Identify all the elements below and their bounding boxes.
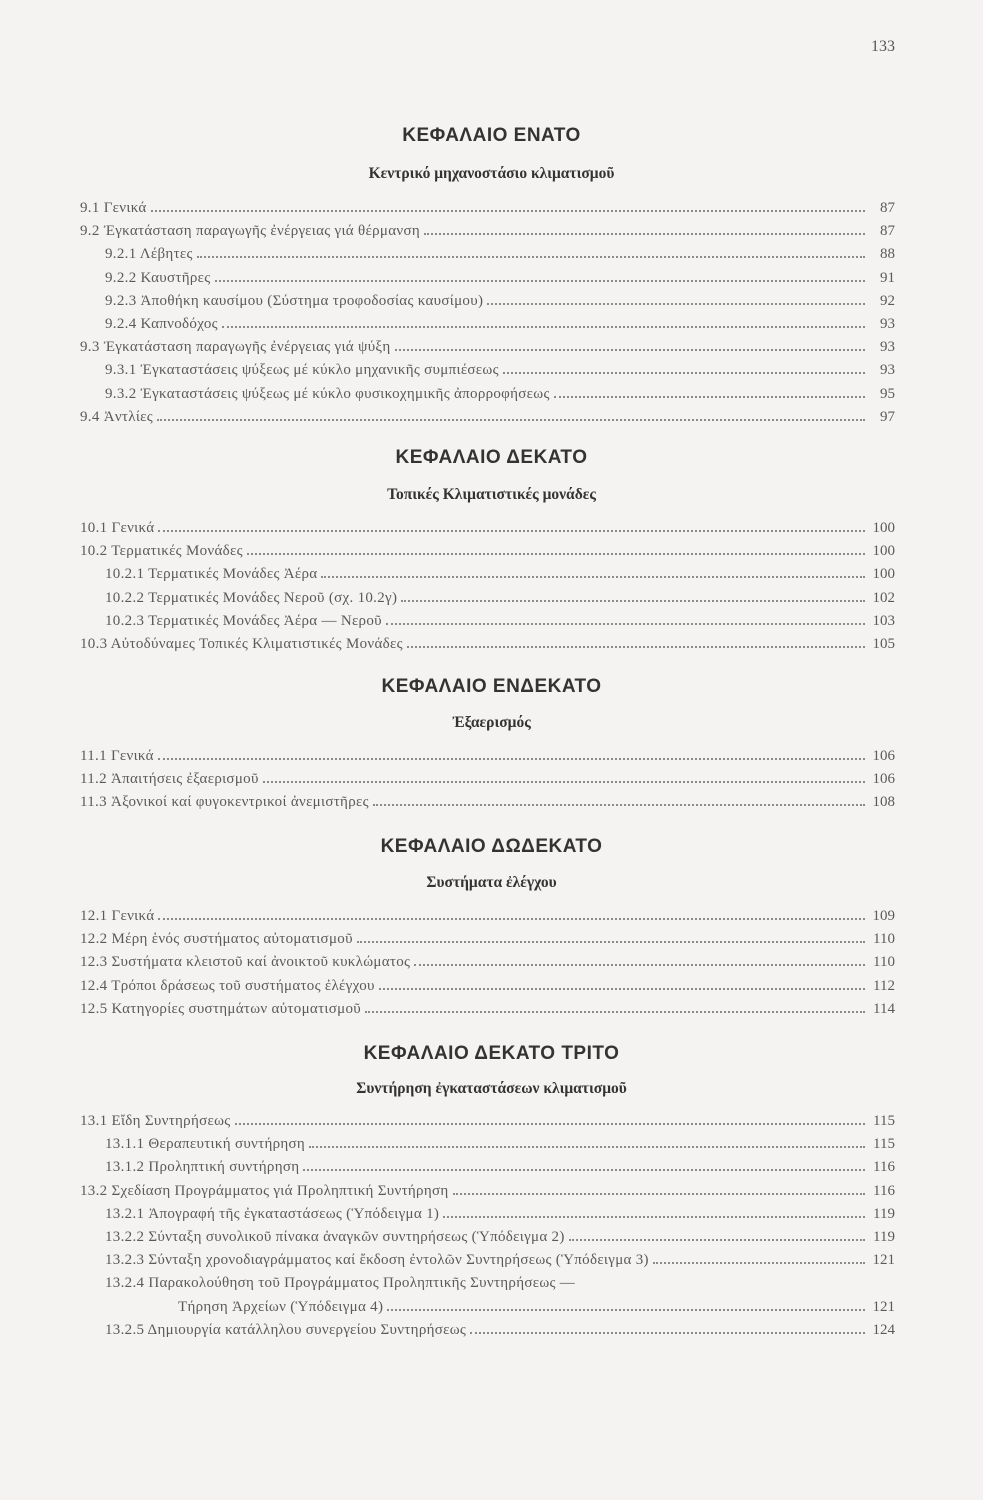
dot-leader: [222, 326, 865, 328]
dot-leader: [215, 280, 866, 282]
toc-entry: [80, 1178, 895, 1200]
dot-leader: [309, 1146, 865, 1148]
toc-entry-label: 9.2.3 Ἀποθήκη καυσίμου (Σύστημα τροφοδοσίας καυσίμου): [105, 292, 484, 309]
toc-entry-page: 100: [872, 566, 895, 583]
dot-leader: [357, 941, 865, 943]
dot-leader: [387, 1309, 865, 1311]
toc-entry: [80, 631, 895, 653]
toc-entry: [105, 1317, 895, 1339]
toc-entry: [80, 996, 895, 1018]
toc-entry: [105, 608, 895, 630]
chapter-heading: ΚΕΦΑΛΑΙΟ ΔΕΚΑΤΟ ΤΡΙΤΟ: [363, 1043, 620, 1064]
dot-leader: [386, 623, 865, 625]
toc-entry-label: 12.5 Κατηγορίες συστημάτων αὐτοματισμοῦ: [80, 1000, 361, 1017]
toc-entry-page: 100: [872, 520, 895, 536]
dot-leader: [414, 964, 865, 966]
chapter-subtitle: Τοπικές Κλιματιστικές μονάδες: [387, 486, 596, 503]
dot-leader: [157, 419, 865, 421]
toc-entry: [80, 515, 895, 537]
toc-entry-page: 105: [872, 636, 895, 652]
toc-entry-label: 10.1 Γενικά: [80, 520, 155, 536]
toc-entry: [105, 1270, 895, 1292]
toc-entry-label: 10.2 Τερματικές Μονάδες: [80, 543, 243, 560]
toc-entry-page: 114: [873, 1000, 895, 1017]
dot-leader: [503, 372, 865, 374]
toc-entry-label: 9.3.2 Ἐγκαταστάσεις ψύξεως μέ κύκλο φυσικοχημικῆς ἀπορροφήσεως: [105, 385, 550, 402]
chapter-heading: ΚΕΦΑΛΑΙΟ ΕΝΔΕΚΑΤΟ: [381, 676, 602, 697]
toc-entry: [80, 743, 895, 765]
toc-entry: [80, 195, 895, 217]
toc-entry-page: 100: [872, 543, 895, 560]
dot-leader: [653, 1262, 865, 1264]
toc-entry-label: 13.2 Σχεδίαση Προγράμματος γιά Προληπτική Συντήρηση: [80, 1182, 449, 1199]
dot-leader: [487, 303, 865, 305]
dot-leader: [424, 233, 865, 235]
toc-entry-label: 9.2.1 Λέβητες: [105, 246, 193, 263]
dot-leader: [379, 988, 865, 990]
toc-entry-page: 106: [872, 748, 895, 764]
toc-entry: [105, 265, 895, 287]
toc-entry-label: 12.3 Συστήματα κλειστοῦ καί ἀνοικτοῦ κυκλώματος: [80, 954, 411, 971]
toc-entry-page: 115: [873, 1136, 895, 1153]
toc-entry-page: 103: [872, 612, 895, 629]
chapter-subtitle: Ἐξαερισμός: [452, 714, 531, 731]
toc-entry-page: 92: [880, 292, 895, 309]
toc-entry: [178, 1294, 895, 1316]
toc-entry-label: 9.2 Ἐγκατάσταση παραγωγῆς ἐνέργειας γιά θέρμανση: [80, 223, 420, 240]
toc-entry-label: Τήρηση Ἀρχείων (Ὑπόδειγμα 4): [178, 1298, 384, 1315]
toc-entry: [105, 1131, 895, 1153]
toc-entry: [105, 288, 895, 310]
toc-entry: [80, 789, 895, 811]
dot-leader: [151, 210, 865, 212]
toc-entry-page: 116: [873, 1159, 895, 1176]
toc-entry: [105, 585, 895, 607]
dot-leader: [158, 530, 865, 532]
toc-entry-label: 13.2.5 Δημιουργία κατάλληλου συνεργείου Συντηρήσεως: [105, 1321, 467, 1338]
toc-entry-label: 10.3 Αὐτοδύναμες Τοπικές Κλιματιστικές Μονάδες: [80, 636, 403, 652]
chapter-subtitle: Συστήματα ἐλέγχου: [426, 874, 557, 891]
dot-leader: [263, 781, 865, 783]
toc-entry-page: 119: [873, 1205, 895, 1222]
toc-entry: [105, 1201, 895, 1223]
toc-entry: [80, 903, 895, 925]
toc-entry-page: 124: [872, 1321, 895, 1338]
toc-entry-label: 12.1 Γενικά: [80, 908, 155, 924]
toc-entry-page: 87: [880, 200, 895, 216]
toc-entry: [105, 561, 895, 583]
toc-entry-label: 13.2.1 Ἀπογραφή τῆς ἐγκαταστάσεως (Ὑπόδειγμα 1): [105, 1205, 440, 1222]
chapter-subtitle: Κεντρικό μηχανοστάσιο κλιματισμοῦ: [368, 165, 615, 182]
toc-entry: [80, 973, 895, 995]
toc-entry: [80, 334, 895, 356]
toc-entry-page: 95: [880, 385, 895, 402]
toc-entry: [105, 1247, 895, 1269]
toc-entry: [80, 538, 895, 560]
toc-entry-label: 13.2.2 Σύνταξη συνολικοῦ πίνακα ἀναγκῶν συντηρήσεως (Ὑπόδειγμα 2): [105, 1229, 565, 1245]
toc-entry: [80, 404, 895, 426]
toc-entry-label: 11.2 Ἀπαιτήσεις ἐξαερισμοῦ: [80, 771, 259, 788]
toc-entry: [80, 926, 895, 948]
dot-leader: [395, 349, 865, 351]
chapter-heading: ΚΕΦΑΛΑΙΟ ΔΩΔΕΚΑΤΟ: [380, 836, 603, 857]
toc-entry: [105, 357, 895, 379]
dot-leader: [158, 918, 865, 920]
toc-entry-label: 10.2.2 Τερματικές Μονάδες Νεροῦ (σχ. 10.2γ): [105, 589, 398, 606]
toc-entry: [105, 1224, 895, 1246]
chapter-subtitle: Συντήρηση ἐγκαταστάσεων κλιματισμοῦ: [356, 1080, 627, 1097]
toc-entry-page: 97: [880, 408, 895, 425]
chapter-heading: ΚΕΦΑΛΑΙΟ ΔΕΚΑΤΟ: [395, 447, 588, 468]
toc-entry: [105, 311, 895, 333]
toc-entry-page: 106: [872, 771, 895, 788]
dot-leader: [158, 758, 865, 760]
toc-entry-page: 121: [872, 1298, 895, 1315]
toc-entry: [80, 218, 895, 240]
dot-leader: [554, 396, 865, 398]
toc-entry-page: 110: [873, 954, 895, 971]
toc-entry-label: 9.3.1 Ἐγκαταστάσεις ψύξεως μέ κύκλο μηχανικῆς συμπιέσεως: [105, 362, 499, 379]
toc-entry-page: 93: [880, 362, 895, 379]
dot-leader: [247, 553, 865, 555]
toc-entry-label: 13.2.4 Παρακολούθηση τοῦ Προγράμματος Προληπτικῆς Συντηρήσεως —: [105, 1275, 576, 1292]
dot-leader: [569, 1239, 865, 1241]
toc-entry-page: 115: [873, 1113, 895, 1129]
toc-entry-page: 91: [880, 269, 895, 286]
dot-leader: [365, 1011, 865, 1013]
toc-entry-label: 13.2.3 Σύνταξη χρονοδιαγράμματος καί ἔκδοση ἐντολῶν Συντηρήσεως (Ὑπόδειγμα 3): [105, 1252, 649, 1269]
toc-entry-page: 108: [872, 794, 895, 811]
toc-entry-page: 88: [880, 246, 895, 263]
toc-entry: [80, 1108, 895, 1130]
dot-leader: [470, 1332, 865, 1334]
dot-leader: [197, 256, 865, 258]
dot-leader: [321, 576, 865, 578]
toc-entry: [80, 949, 895, 971]
dot-leader: [443, 1216, 865, 1218]
toc-entry-label: 10.2.1 Τερματικές Μονάδες Ἀέρα: [105, 566, 318, 583]
toc-entry-page: 110: [873, 931, 895, 948]
toc-entry-label: 12.2 Μέρη ἑνός συστήματος αὐτοματισμοῦ: [80, 931, 353, 948]
toc-entry-label: 11.3 Ἀξονικοί καί φυγοκεντρικοί ἀνεμιστῆρες: [80, 794, 369, 811]
toc-entry-page: 109: [872, 908, 895, 924]
toc-entry-page: 121: [872, 1252, 895, 1269]
page-number: 133: [871, 38, 895, 55]
toc-entry-label: 10.2.3 Τερματικές Μονάδες Ἀέρα — Νεροῦ: [105, 612, 382, 629]
toc-entry-label: 9.1 Γενικά: [80, 200, 147, 216]
toc-entry-label: 9.4 Ἀντλίες: [80, 408, 153, 425]
toc-entry-label: 11.1 Γενικά: [80, 748, 154, 764]
dot-leader: [235, 1123, 866, 1125]
toc-entry-page: 93: [880, 339, 895, 356]
toc-entry: [105, 381, 895, 403]
dot-leader: [407, 646, 865, 648]
toc-entry-label: 9.2.2 Καυστῆρες: [105, 269, 211, 286]
toc-entry-page: 93: [880, 316, 895, 332]
toc-entry-label: 12.4 Τρόποι δράσεως τοῦ συστήματος ἐλέγχου: [80, 977, 375, 994]
toc-entry-label: 13.1 Εἴδη Συντηρήσεως: [80, 1113, 231, 1129]
toc-entry: [105, 1154, 895, 1176]
dot-leader: [373, 804, 865, 806]
dot-leader: [303, 1169, 865, 1171]
toc-entry: [105, 241, 895, 263]
toc-entry-page: 116: [873, 1182, 895, 1199]
toc-entry-page: 112: [873, 977, 895, 994]
toc-entry-page: 119: [873, 1229, 895, 1245]
dot-leader: [401, 600, 865, 602]
toc-entry-label: 9.3 Ἐγκατάσταση παραγωγῆς ἐνέργειας γιά ψύξη: [80, 339, 391, 356]
toc-entry-label: 13.1.2 Προληπτική συντήρηση: [105, 1159, 300, 1176]
chapter-heading: ΚΕΦΑΛΑΙΟ ΕΝΑΤΟ: [402, 125, 581, 146]
toc-entry-label: 9.2.4 Καπνοδόχος: [105, 316, 218, 332]
toc-entry-label: 13.1.1 Θεραπευτική συντήρηση: [105, 1136, 306, 1153]
toc-entry-page: 102: [872, 589, 895, 606]
toc-entry-page: 87: [880, 223, 895, 240]
toc-entry: [80, 766, 895, 788]
dot-leader: [453, 1193, 865, 1195]
